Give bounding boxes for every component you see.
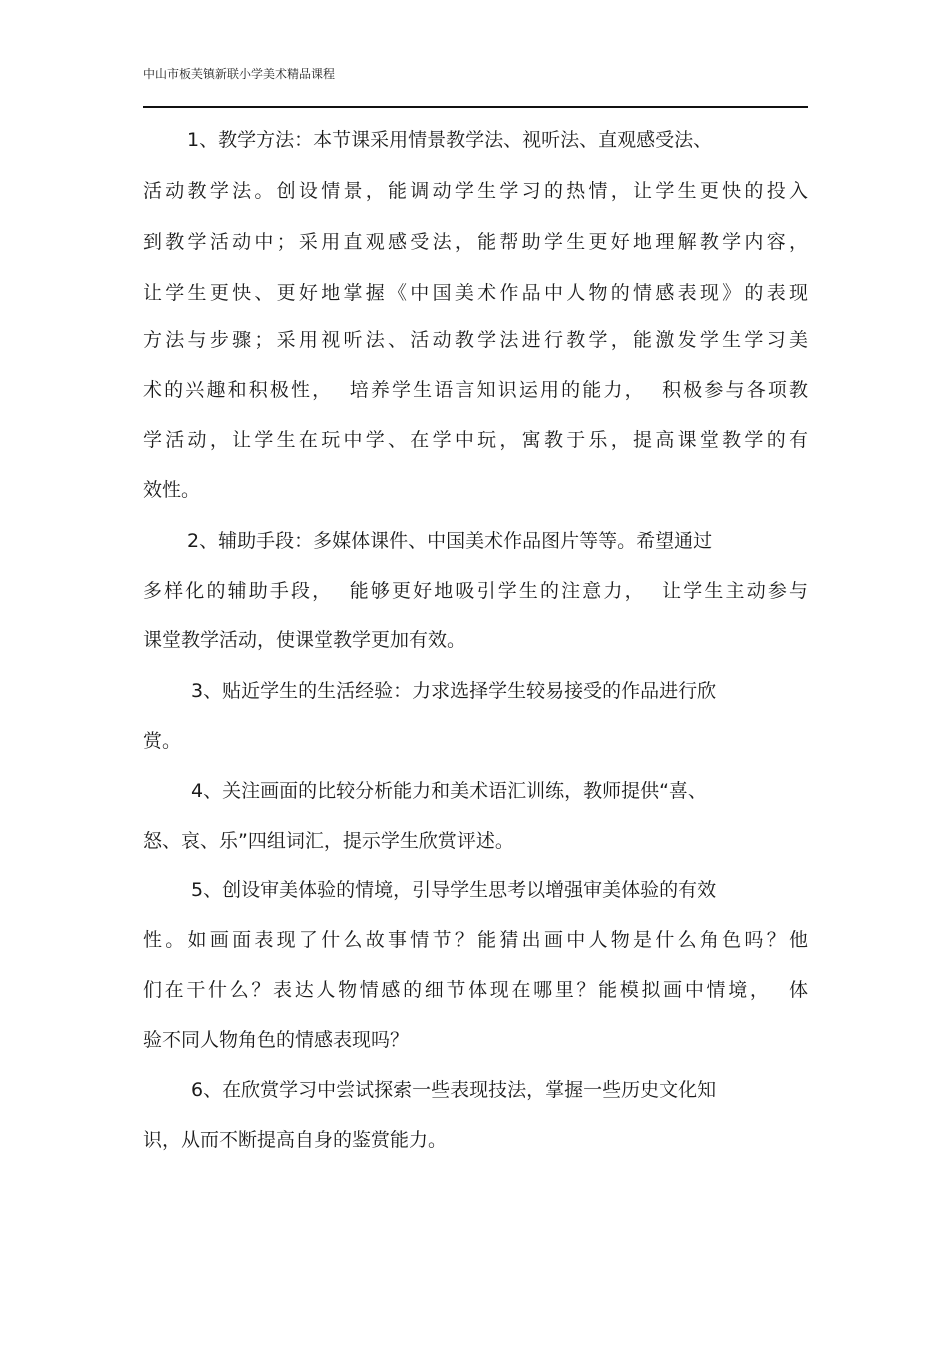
paragraph-1-line-1: 1、教学方法：本节课采用情景教学法、视听法、直观感受法、: [187, 129, 713, 151]
header-title: 中山市板芙镇新联小学美术精品课程: [143, 67, 336, 81]
paragraph-1-line-7: 学活动，让学生在玩中学、在学中玩，寓教于乐，提高课堂教学的有: [143, 429, 808, 451]
paragraph-3-line-1: 3、贴近学生的生活经验：力求选择学生较易接受的作品进行欣: [191, 680, 717, 702]
paragraph-2-line-3: 课堂教学活动，使课堂教学更加有效。: [143, 629, 467, 651]
paragraph-5-line-1: 5、创设审美体验的情境，引导学生思考以增强审美体验的有效: [191, 879, 717, 901]
paragraph-4-line-2: 怒、哀、乐”四组词汇，提示学生欣赏评述。: [143, 830, 514, 852]
paragraph-5-line-2: 性。如画面表现了什么故事情节？能猜出画中人物是什么角色吗？他: [143, 929, 808, 951]
paragraph-1-line-6: 术的兴趣和积极性， 培养学生语言知识运用的能力， 积极参与各项教: [143, 379, 808, 401]
paragraph-6-line-2: 识，从而不断提高自身的鉴赏能力。: [143, 1129, 448, 1151]
paragraph-3-line-2: 赏。: [143, 730, 182, 752]
paragraph-1-line-8: 效性。: [143, 479, 201, 501]
paragraph-1-line-4: 让学生更快、更好地掌握《中国美术作品中人物的情感表现》的表现: [143, 282, 808, 304]
paragraph-1-line-2: 活动教学法。创设情景，能调动学生学习的热情，让学生更快的投入: [143, 180, 808, 202]
header-divider: [143, 106, 808, 108]
paragraph-1-line-3: 到教学活动中；采用直观感受法，能帮助学生更好地理解教学内容，: [143, 231, 808, 253]
paragraph-4-line-1: 4、关注画面的比较分析能力和美术语汇训练，教师提供“喜、: [191, 780, 707, 802]
paragraph-1-line-5: 方法与步骤；采用视听法、活动教学法进行教学，能激发学生学习美: [143, 329, 808, 351]
paragraph-2-line-1: 2、辅助手段：多媒体课件、中国美术作品图片等等。希望通过: [187, 530, 713, 552]
paragraph-5-line-4: 验不同人物角色的情感表现吗？: [143, 1029, 410, 1051]
paragraph-5-line-3: 们在干什么？表达人物情感的细节体现在哪里？能模拟画中情境， 体: [143, 979, 808, 1001]
paragraph-6-line-1: 6、在欣赏学习中尝试探索一些表现技法，掌握一些历史文化知: [191, 1079, 717, 1101]
paragraph-2-line-2: 多样化的辅助手段， 能够更好地吸引学生的注意力， 让学生主动参与: [143, 580, 808, 602]
